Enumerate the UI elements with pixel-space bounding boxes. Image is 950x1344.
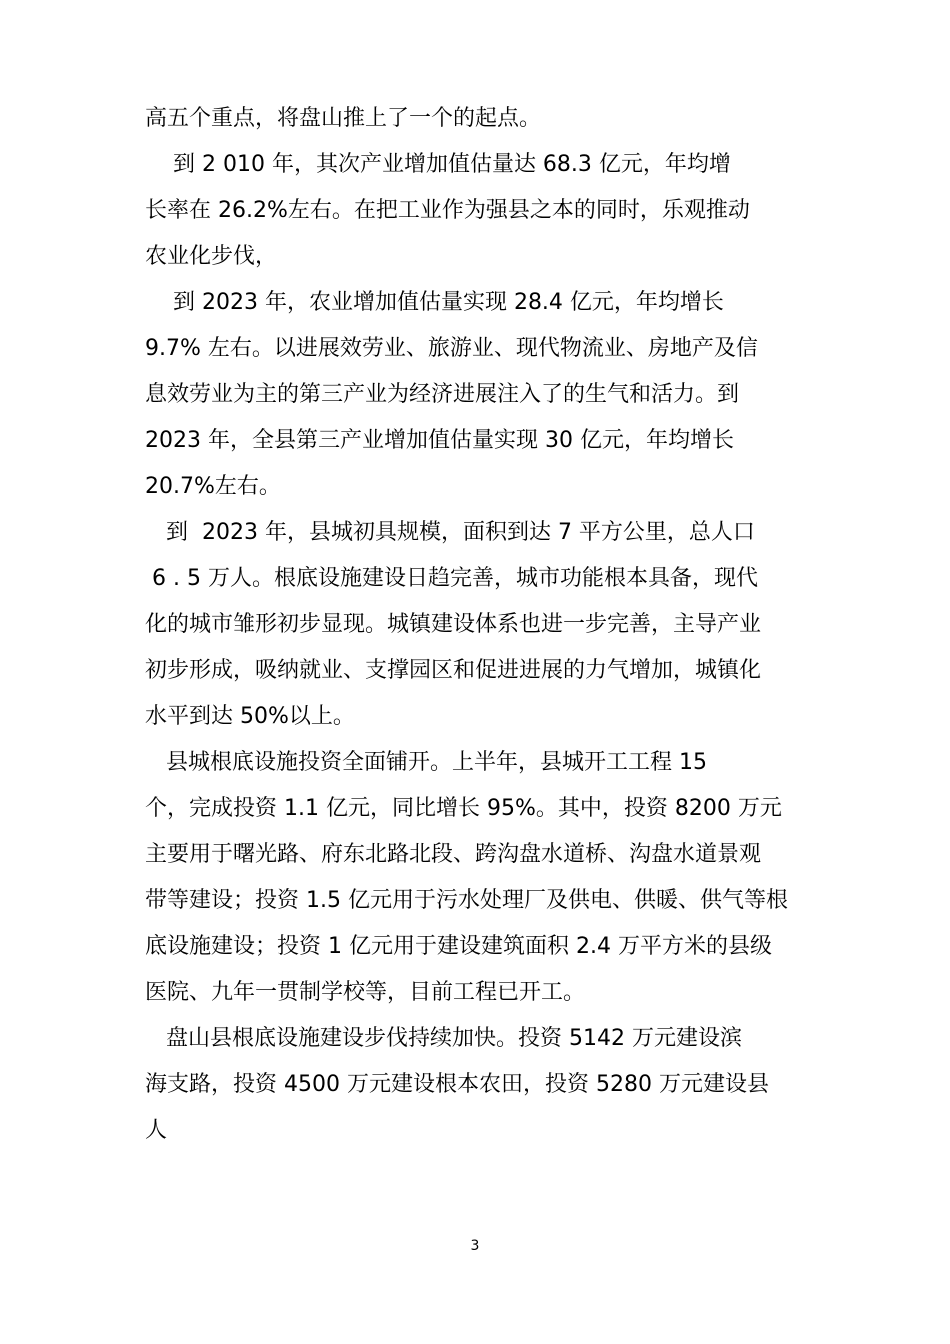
text-line: 初步形成，吸纳就业、支撑园区和促进进展的力气增加，城镇化 [145,658,762,683]
text-line: 底设施建设；投资 1 亿元用于建设建筑面积 2.4 万平方米的县级 [145,934,772,959]
text-line: 医院、九年一贯制学校等，目前工程已开工。 [145,980,586,1005]
text-line: 到 2023 年，县城初具规模，面积到达 7 平方公里，总人口 [145,520,755,545]
text-line: 到 2023 年，农业增加值估量实现 28.4 亿元，年均增长 [145,290,724,315]
text-line: 息效劳业为主的第三产业为经济进展注入了的生气和活力。到 [145,382,740,407]
text-line: 农业化步伐， [145,244,278,269]
text-line: 高五个重点，将盘山推上了一个的起点。 [145,106,542,131]
text-line: 带等建设；投资 1.5 亿元用于污水处理厂及供电、供暖、供气等根 [145,888,788,913]
text-line: 人 [145,1118,168,1143]
text-line: 海支路，投资 4500 万元建设根本农田，投资 5280 万元建设县 [145,1072,769,1097]
text-line: 6 . 5 万人。根底设施建设日趋完善，城市功能根本具备，现代 [145,566,758,591]
text-line: 2023 年，全县第三产业增加值估量实现 30 亿元，年均增长 [145,428,734,453]
text-line: 县城根底设施投资全面铺开。上半年，县城开工工程 15 [145,750,707,775]
text-line: 9.7% 左右。以进展效劳业、旅游业、现代物流业、房地产及信 [145,336,758,361]
text-line: 20.7%左右。 [145,474,281,499]
text-line: 主要用于曙光路、府东北路北段、跨沟盘水道桥、沟盘水道景观 [145,842,762,867]
text-line: 化的城市雏形初步显现。城镇建设体系也进一步完善，主导产业 [145,612,762,637]
text-line: 个，完成投资 1.1 亿元，同比增长 95%。其中，投资 8200 万元 [145,796,782,821]
text-line: 盘山县根底设施建设步伐持续加快。投资 5142 万元建设滨 [145,1026,742,1051]
page-number: 3 [470,1238,480,1254]
text-line: 水平到达 50%以上。 [145,704,355,729]
text-line: 长率在 26.2%左右。在把工业作为强县之本的同时，乐观推动 [145,198,750,223]
page-body [145,96,815,1154]
text-line: 到 2 010 年，其次产业增加值估量达 68.3 亿元，年均增 [145,152,731,177]
